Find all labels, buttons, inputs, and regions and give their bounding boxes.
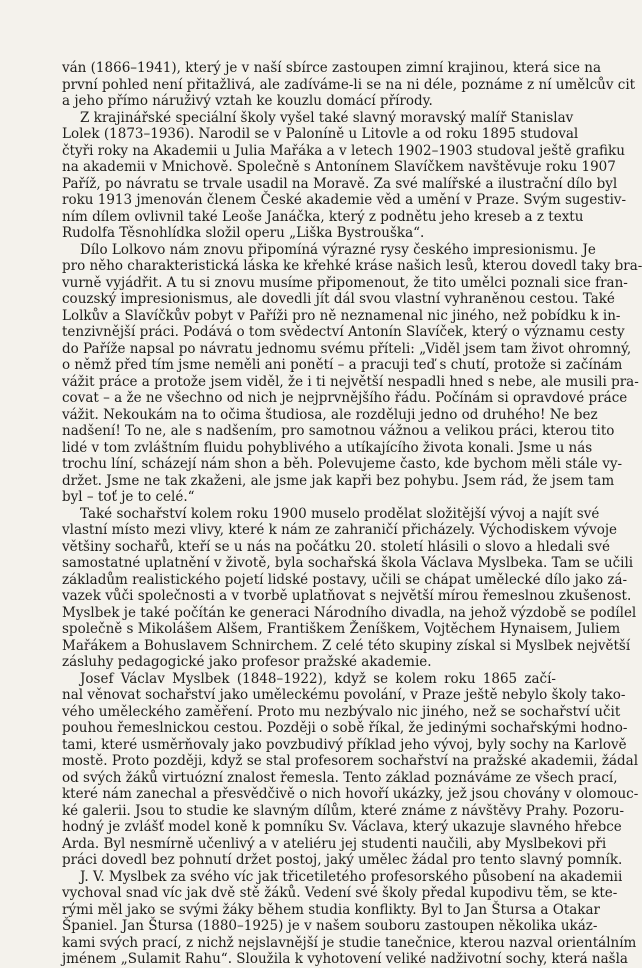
text-line: Paříž, po návratu se trvale usadil na Moravě. Za své malířské a ilustrační dílo byl xyxy=(62,175,618,192)
text-line: roku 1913 jmenován členem České akademie věd a umění v Praze. Svým sugestiv- xyxy=(62,192,627,208)
text-line: Arda. Byl nesmírně učenlivý a v ateliéru jej studenti naučili, aby Myslbekovi při xyxy=(62,835,607,852)
text-line: vážit práce a protože jsem viděl, že i ti největší nespadli hned s nebe, ale musili pra- xyxy=(62,373,639,390)
text-line: Myslbek je také počítán ke generaci Národního divadla, na jehož výzdobě se podílel xyxy=(62,604,637,621)
text-line: pouhou řemeslnickou cestou. Později o sobě říkal, že jedinými sochařskými hodno- xyxy=(62,720,628,736)
text-line: trochu líní, scházejí nám shon a běh. Polevujeme často, kde bychom měli stále vy- xyxy=(62,456,623,472)
text-line: od svých žáků virtuózní znalost řemesla. Tento základ poznáváme ze všech prací, xyxy=(62,769,618,786)
text-line: vychoval snad víc jak dvě stě žáků. Vedení své školy předal kupodivu těm, se kte- xyxy=(62,885,618,901)
text-line: vlastní místo mezi vlivy, které k nám ze zahraničí přicházely. Východiskem vývoje xyxy=(62,522,618,538)
text-line: hodný je zvlášť model koně k pomníku Sv. Václava, který ukazuje slavného hřebce xyxy=(62,819,622,835)
text-line: Také sochařství kolem roku 1900 muselo prodělat složitější vývoj a najít své xyxy=(80,505,600,522)
text-line: vurně vyjádřit. A tu si znovu musíme připomenout, že tito umělci poznali sice fran- xyxy=(62,274,628,291)
text-line: Rudolfa Těsnohlídka složil operu „Liška Bystrouška“. xyxy=(62,225,425,241)
text-line: Dílo Lolkovo nám znovu připomíná výrazné rysy českého impresionismu. Je xyxy=(80,241,596,258)
text-line: vého uměleckého zaměření. Proto mu nezbývalo nic jiného, než se sochařství učit xyxy=(62,703,621,720)
text-line: čtyři roky na Akademii u Julia Mařáka a v letech 1902–1903 studoval ještě grafiku xyxy=(62,142,625,159)
text-line: nal věnovat sochařství jako uměleckému povolání, v Praze ještě nebylo školy tako- xyxy=(62,687,626,703)
text-line: ván (1866–1941), který je v naší sbírce zastoupen zimní krajinou, která sice na xyxy=(62,60,602,76)
text-line: držet. Jsme ne tak zkaženi, ale jsme jak kapři bez pohybu. Jsem rád, že jsem tam xyxy=(62,472,615,489)
text-line: Španiel. Jan Štursa (1880–1925) je v našem souboru zastoupen několika ukáz- xyxy=(62,918,598,934)
text-line: jménem „Sulamit Rahu“. Sloužila k vyhotovení veliké nadživotní sochy, která našla xyxy=(62,951,628,967)
text-line: Lolkův a Slavíčkův pobyt v Paříži pro ně neznamenal nic jiného, než pobídku k in- xyxy=(62,307,621,324)
text-line: základům realistického pojetí lidské postavy, učili se chápat umělecké dílo jako zá- xyxy=(62,571,628,588)
text-line: samostatné uplatnění v životě, byla sochařská škola Václava Myslbeka. Tam se učili xyxy=(62,555,634,571)
text-line: které nám zanechal a přesvědčivě o nich hovoří ukázky, jež jsou chovány v olomouc- xyxy=(62,786,639,802)
text-line: a jeho přímo náruživý vztah ke kouzlu domácí přírody. xyxy=(62,93,433,109)
text-line: lidé v tom zvláštním fluidu pohyblivého a utíkajícího života konali. Jsme u nás xyxy=(62,439,593,456)
text-line: Z krajinářské speciální školy vyšel také slavný moravský malíř Stanislav xyxy=(80,109,574,126)
text-line: zásluhy pedagogické jako profesor pražské akademie. xyxy=(62,654,432,670)
text-line: covat – a že ne všechno od nich je nejprvnějšího řádu. Počínám si opravdové práce xyxy=(62,390,628,406)
body-text xyxy=(62,60,642,968)
text-line: J. V. Myslbek za svého víc jak třicetiletého profesorského působení na akademii xyxy=(80,868,623,885)
text-line: rými měl jako se svými žáky během studia konflikty. Byl to Jan Štursa a Otakar xyxy=(62,901,600,918)
text-line: práci dovedl bez pohnutí držet postoj, jaký umělec žádal pro tento slavný pomník. xyxy=(62,852,623,868)
text-line: Josef Václav Myslbek (1848–1922), když se kolem roku 1865 začí- xyxy=(80,670,556,687)
text-line: vážit. Nekoukám na to očima študiosa, ale rozděluji jedno od druhého! Ne bez xyxy=(62,406,598,423)
text-line: Lolek (1873–1936). Narodil se v Paloníně u Litovle a od roku 1895 studoval xyxy=(62,126,579,142)
text-line: kami svých prací, z nichž nejslavnější je studie tanečnice, kterou nazval orientálním xyxy=(62,934,637,951)
text-line: společně s Mikolášem Alšem, Františkem Ženíškem, Vojtěchem Hynaisem, Juliem xyxy=(62,621,621,637)
text-line: o němž před tím jsme neměli ani ponětí – a pracuji teď s chutí, protože si začínám xyxy=(62,357,623,373)
text-line: byl – toť je to celé.“ xyxy=(62,489,195,505)
text-line: couzský impresionismus, ale dovedli jít dál svou vlastní vyhraněnou cestou. Také xyxy=(62,291,615,307)
text-line: první pohled není přitažlivá, ale zadíváme-li se na ni déle, poznáme z ní umělcův cit xyxy=(62,76,636,93)
text-line: většiny sochařů, kteří se u nás na počátku 20. století hlásili o slovo a hledali své xyxy=(62,538,610,555)
text-line: Mařákem a Bohuslavem Schnirchem. Z celé této skupiny získal si Myslbek největší xyxy=(62,637,631,654)
text-line: ké galerii. Jsou to studie ke slavným dílům, které známe z návštěvy Prahy. Pozoru- xyxy=(62,802,625,819)
text-line: pro něho charakteristická láska ke křehké kráse našich lesů, kterou dovedl taky bra- xyxy=(62,258,642,274)
text-line: na akademii v Mnichově. Společně s Antonínem Slavíčkem navštěvuje roku 1907 xyxy=(62,159,616,175)
text-line: do Paříže napsal po návratu jednomu svému příteli: „Viděl jsem tam život ohromný, xyxy=(62,340,632,357)
text-line: tenzivnější práci. Podává o tom svědectví Antonín Slavíček, který o významu cesty xyxy=(62,324,625,340)
text-line: mostě. Proto později, když se stal profesorem sochařství na pražské akademii, žádal xyxy=(62,753,639,769)
text-line: nadšení! To ne, ale s nadšením, pro samotnou vážnou a velikou práci, kterou tito xyxy=(62,423,615,439)
text-line: tami, které usměrňovaly jako povzbudivý příklad jeho vývoj, byly sochy na Karlově xyxy=(62,736,627,753)
text-line: vazek vůči společnosti a v tvorbě uplatňovat s největší mírou řemeslnou zkušenost. xyxy=(62,588,632,604)
text-line: ním dílem ovlivnil také Leoše Janáčka, který z podnětu jeho kreseb a z textu xyxy=(62,208,584,225)
